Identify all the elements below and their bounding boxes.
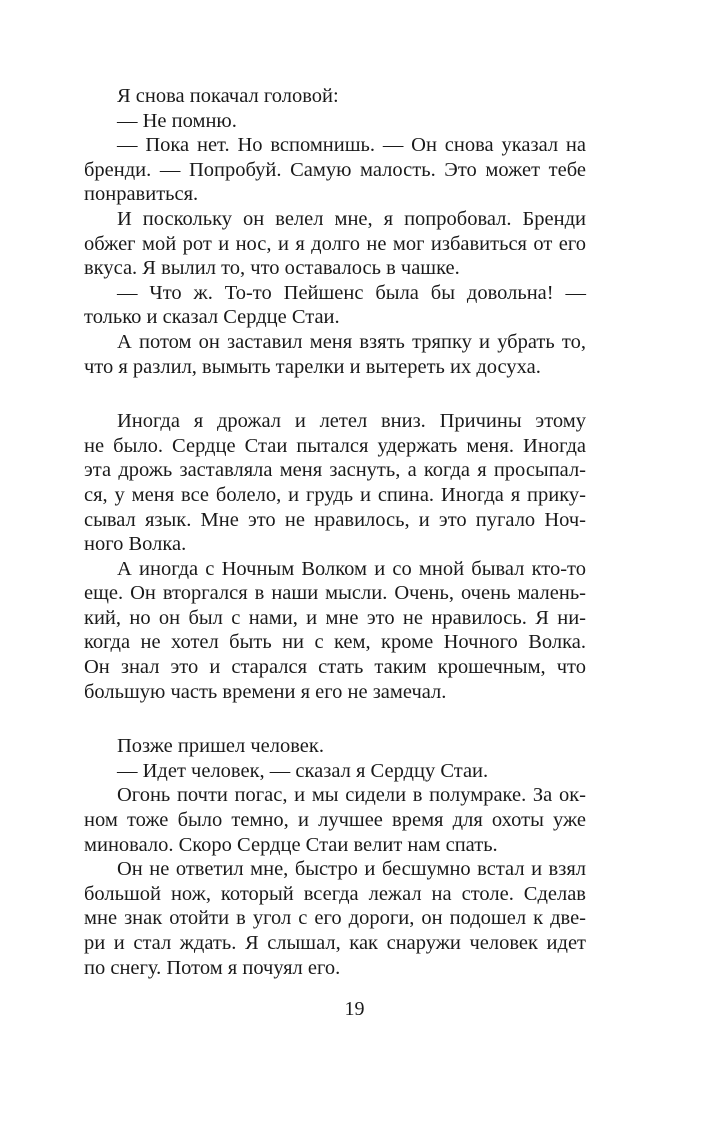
text-line: Он знал это и старался стать таким крошечным, что [84,656,586,679]
page-number: 19 [344,998,365,1020]
paragraph [84,759,586,784]
paragraph [84,84,586,109]
text-line: когда не хотел быть ни с кем, кроме Ночного Волка. [84,631,586,654]
paragraph [84,281,586,330]
text-line: кий, но он был с нами, и мне это не нравилось. Я ни- [84,606,586,629]
text-line: вкуса. Я вылил то, что оставалось в чашке. [84,257,460,280]
text-line: только и сказал Сердце Стаи. [84,306,340,329]
text-line: большой нож, который всегда лежал на столе. Сделав [84,882,586,905]
text-line: ри и стал ждать. Я слышал, как снаружи человек идет [84,932,586,954]
text-line: Я снова покачал головой: [117,85,339,107]
paragraph [84,857,586,980]
text-line: ном тоже было темно, и лучшее время для охоты уже [84,809,586,832]
section-2 [84,409,586,704]
text-line: понравиться. [84,183,199,206]
text-line: большую часть времени я его не замечал. [84,680,447,703]
text-line: еще. Он вторгался в наши мысли. Очень, очень малень- [84,582,586,605]
text-line: Огонь почти погас, и мы сидели в полумраке. За ок- [117,784,586,807]
text-line: ного Волка. [84,533,187,556]
paragraph [84,783,586,857]
text-line: что я разлил, вымыть тарелки и вытереть их досуха. [84,355,541,378]
text-line: — Идет человек, — сказал я Сердцу Стаи. [117,759,489,782]
text-line: эта дрожь заставляла меня заснуть, а когда я просыпал- [84,459,586,482]
text-line: мне знак отойти в угол с его дороги, он подошел к две- [84,907,586,930]
paragraph [84,330,586,379]
text-line: бренди. — Попробуй. Самую малость. Это может тебе [84,158,586,181]
paragraph [84,734,586,759]
paragraph [84,207,586,281]
text-line: Позже пришел человек. [117,735,324,758]
text-line: — Что ж. То-то Пейшенс была бы довольна! — [117,281,586,304]
text-line: — Не помню. [117,109,237,132]
text-line: миновало. Скоро Сердце Стаи велит нам спать. [84,833,498,856]
text-line: А потом он заставил меня взять тряпку и убрать то, [117,330,586,353]
paragraph [84,109,586,134]
text-line: ся, у меня все болело, и грудь и спина. Иногда я прику- [84,483,586,506]
text-line: сывал язык. Мне это не нравилось, и это пугало Ноч- [84,508,586,531]
text-line: не было. Сердце Стаи пытался удержать меня. Иногда [84,434,586,457]
text-line: обжег мой рот и нос, и я долго не мог избавиться от его [84,232,586,255]
paragraph [84,557,586,705]
text-line: — Пока нет. Но вспомнишь. — Он снова указал на [117,134,586,157]
text-line: Он не ответил мне, быстро и бесшумно встал и взял [117,858,586,881]
paragraph [84,409,586,557]
text-line: Иногда я дрожал и летел вниз. Причины этому [117,410,586,433]
text-line: И поскольку он велел мне, я попробовал. Бренди [117,207,586,230]
text-line: по снегу. Потом я почуял его. [84,956,341,979]
text-line: А иногда с Ночным Волком и со мной бывал кто-то [117,557,586,580]
section-3 [84,734,586,980]
paragraph [84,133,586,207]
text-block [84,84,586,980]
section-1 [84,84,586,379]
